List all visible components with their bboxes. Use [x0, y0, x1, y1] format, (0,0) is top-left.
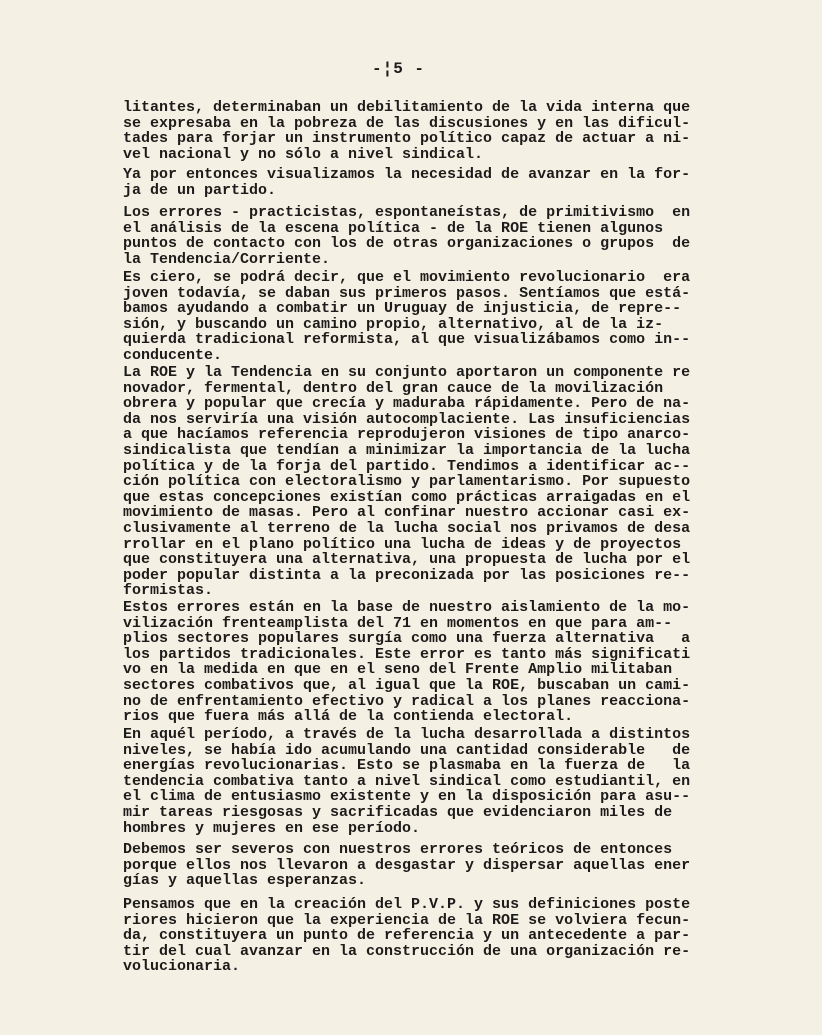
text-line: da nos serviría una visión autocomplaciente. Las insuficiencias: [123, 410, 691, 428]
text-line: vilización frenteamplista del 71 en momentos en que para am--: [123, 614, 673, 632]
text-line: energías revolucionarias. Esto se plasmaba en la fuerza de la: [123, 757, 691, 775]
text-line: litantes, determinaban un debilitamiento de la vida interna que: [123, 99, 691, 116]
text-line: el análisis de la escena política - de la ROE tienen algunos: [123, 219, 664, 237]
page-number: -¦5 -: [372, 60, 426, 78]
text-line: riores hicieron que la experiencia de la ROE se volviera fecun-: [123, 911, 691, 929]
text-line: formistas.: [123, 582, 214, 600]
paragraph: [123, 167, 723, 198]
text-line: rios que fuera más allá de la contienda electoral.: [123, 708, 574, 726]
text-line: obrera y popular que crecía y maduraba rápidamente. Pero de na-: [123, 395, 691, 413]
text-line: tades para forjar un instrumento político capaz de actuar a ni-: [123, 130, 691, 148]
text-line: que constituyera una alternativa, una propuesta de lucha por el: [123, 551, 691, 569]
text-line: da, constituyera un punto de referencia y un antecedente a par-: [123, 927, 691, 945]
text-line: el clima de entusiasmo existente y en la disposición para asu--: [123, 788, 691, 806]
text-line: volucionaria.: [123, 958, 241, 976]
text-line: vo en la medida en que en el seno del Frente Amplio militaban: [123, 661, 673, 679]
text-line: Pensamos que en la creación del P.V.P. y sus definiciones poste: [123, 896, 691, 913]
text-line: rrollar en el plano político una lucha de ideas y de proyectos: [123, 535, 682, 553]
text-line: Los errores - practicistas, espontaneístas, de primitivismo en: [123, 204, 691, 221]
paragraph: [123, 205, 723, 267]
text-line: hombres y mujeres en ese período.: [123, 819, 421, 837]
text-line: Debemos ser severos con nuestros errores teóricos de entonces: [123, 841, 673, 858]
paragraph: [123, 270, 723, 364]
text-line: tendencia combativa tanto a nivel sindical como estudiantil, en: [123, 772, 691, 790]
paragraph: [123, 100, 723, 162]
text-line: puntos de contacto con los de otras organizaciones o grupos de: [123, 235, 691, 253]
text-line: que estas concepciones existían como prácticas arraigadas en el: [123, 488, 691, 506]
text-line: quierda tradicional reformista, al que visualizábamos como in--: [123, 331, 691, 349]
text-line: sectores combativos que, al igual que la ROE, buscaban un cami-: [123, 676, 691, 694]
text-line: En aquél período, a través de la lucha desarrollada a distintos: [123, 726, 691, 743]
text-line: clusivamente al terreno de la lucha social nos privamos de desa: [123, 519, 691, 537]
text-line: gías y aquellas esperanzas.: [123, 872, 367, 890]
text-line: la Tendencia/Corriente.: [123, 250, 331, 268]
text-line: niveles, se había ido acumulando una cantidad considerable de: [123, 741, 691, 759]
paragraph: [123, 897, 723, 975]
text-line: movimiento de masas. Pero al confinar nuestro accionar casi ex-: [123, 504, 691, 522]
text-line: los partidos tradicionales. Este error es tanto más significati: [123, 645, 691, 663]
text-line: Estos errores están en la base de nuestro aislamiento de la mo-: [123, 599, 691, 616]
paragraph: [123, 600, 723, 725]
text-line: sindicalista que tendían a minimizar la importancia de la lucha: [123, 441, 691, 459]
text-line: poder popular distinta a la preconizada por las posiciones re--: [123, 566, 691, 584]
text-line: ción política con electoralismo y parlamentarismo. Por supuesto: [123, 473, 691, 491]
text-line: Ya por entonces visualizamos la necesidad de avanzar en la for-: [123, 166, 691, 183]
text-line: conducente.: [123, 346, 223, 364]
text-line: porque ellos nos llevaron a desgastar y dispersar aquellas ener: [123, 856, 691, 874]
text-line: se expresaba en la pobreza de las discusiones y en las dificul-: [123, 114, 691, 132]
text-line: política y de la forja del partido. Tendimos a identificar ac--: [123, 457, 691, 475]
text-line: no de enfrentamiento efectivo y radical a los planes reacciona-: [123, 692, 691, 710]
paragraph: [123, 842, 723, 889]
text-line: ja de un partido.: [123, 181, 277, 199]
paragraph: [123, 365, 723, 599]
text-line: sión, y buscando un camino propio, alternativo, al de la iz-: [123, 315, 664, 333]
text-line: joven todavía, se daban sus primeros pasos. Sentíamos que está-: [123, 284, 691, 302]
text-line: bamos ayudando a combatir un Uruguay de injusticia, de repre--: [123, 300, 682, 318]
text-line: La ROE y la Tendencia en su conjunto aportaron un componente re: [123, 364, 691, 381]
text-line: a que hacíamos referencia reprodujeron visiones de tipo anarco-: [123, 426, 691, 444]
text-line: novador, fermental, dentro del gran cauce de la movilización: [123, 379, 664, 397]
text-line: mir tareas riesgosas y sacrificadas que evidenciaron miles de: [123, 803, 673, 821]
text-line: plios sectores populares surgía como una fuerza alternativa a: [123, 630, 691, 648]
paragraph: [123, 727, 723, 836]
text-line: tir del cual avanzar en la construcción de una organización re-: [123, 942, 691, 960]
text-line: Es ciero, se podrá decir, que el movimiento revolucionario era: [123, 269, 691, 286]
text-line: vel nacional y no sólo a nivel sindical.: [123, 145, 484, 163]
